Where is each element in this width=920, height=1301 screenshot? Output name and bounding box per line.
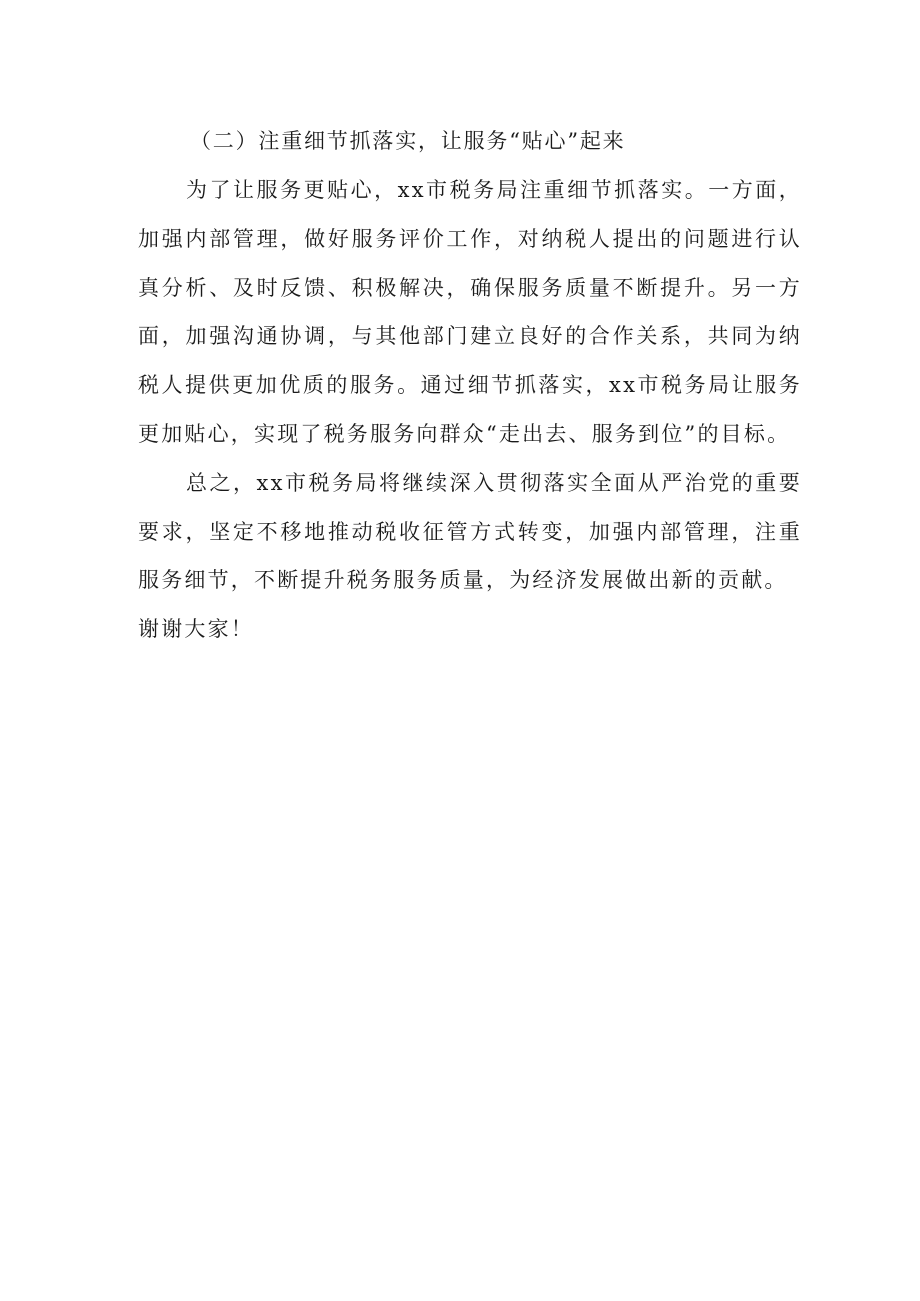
document-body <box>138 116 802 654</box>
closing-remark: 谢谢大家！ <box>138 617 254 642</box>
paragraph-detail-implementation: 为了让服务更贴心，xx市税务局注重细节抓落实。一方面，加强内部管理，做好服务评价工作，对纳税人提出的问题进行认真分析、及时反馈、积极解决，确保服务质量不断提升。另一方面，加强沟通协调，与其他部门建立良好的合作关系，共同为纳税人提供更加优质的服务。通过细节抓落实，xx市税务局让服务更加贴心，实现了税务服务向群众“走出去、服务到位”的目标。 <box>138 178 802 446</box>
paragraph-summary: 总之，xx市税务局将继续深入贯彻落实全面从严治党的重要要求，坚定不移地推动税收征管方式转变，加强内部管理，注重服务细节，不断提升税务服务质量，为经济发展做出新的贡献。 <box>138 470 802 593</box>
section-heading: （二）注重细节抓落实，让服务“贴心”起来 <box>190 129 626 153</box>
